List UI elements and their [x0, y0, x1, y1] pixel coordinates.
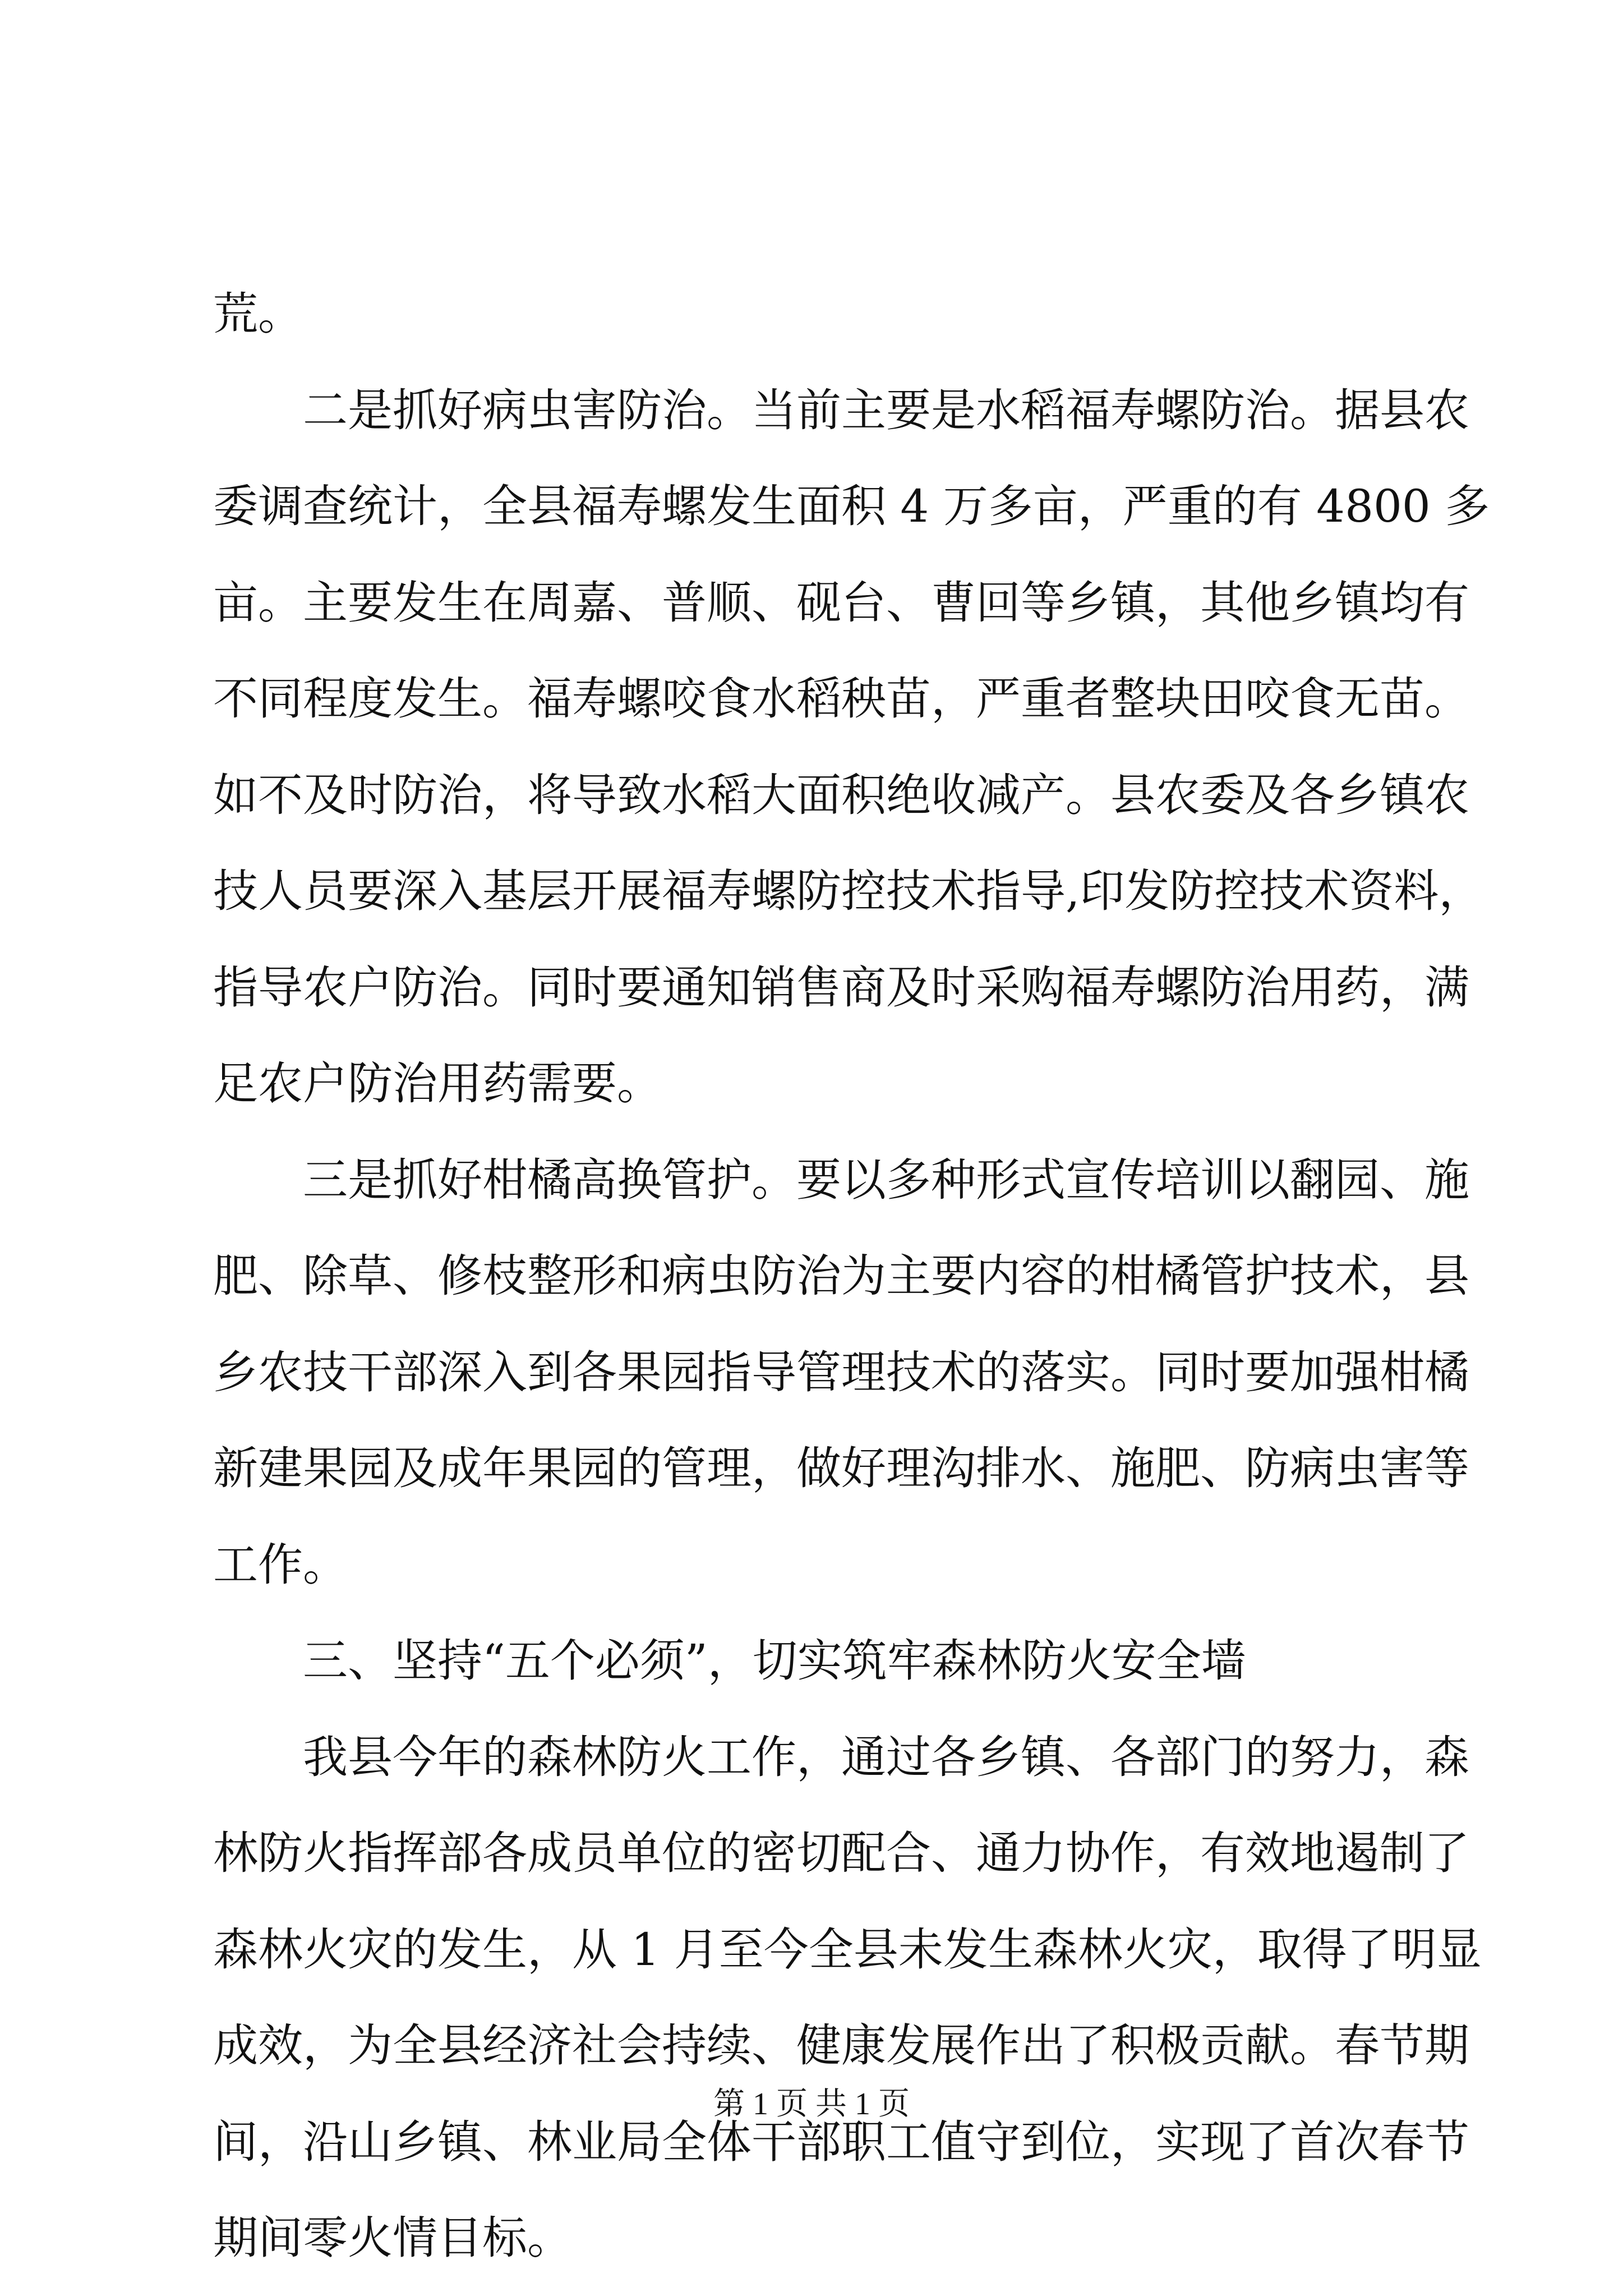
paragraph-line: 肥、除草、修枝整形和病虫防治为主要内容的柑橘管护技术，县	[213, 1250, 1469, 1302]
paragraph-line: 森林火灾的发生，从 1 月至今全县未发生森林火灾，取得了明显	[213, 1923, 1482, 1976]
paragraph-line: 如不及时防治，将导致水稻大面积绝收减产。县农委及各乡镇农	[213, 769, 1469, 821]
paragraph-line: 三是抓好柑橘高换管护。要以多种形式宣传培训以翻园、施	[303, 1153, 1469, 1206]
paragraph-line: 委调查统计，全县福寿螺发生面积 4 万多亩，严重的有 4800 多	[213, 480, 1490, 532]
paragraph-line: 成效，为全县经济社会持续、健康发展作出了积极贡献。春节期	[213, 2019, 1469, 2072]
paragraph-line: 荒。	[213, 288, 303, 340]
paragraph-line: 新建果园及成年果园的管理，做好理沟排水、施肥、防病虫害等	[213, 1442, 1469, 1494]
paragraph-line: 我县今年的森林防火工作，通过各乡镇、各部门的努力，森	[303, 1731, 1469, 1783]
paragraph-line: 不同程度发生。福寿螺咬食水稻秧苗，严重者整块田咬食无苗。	[213, 673, 1469, 725]
paragraph-line: 林防火指挥部各成员单位的密切配合、通力协作，有效地遏制了	[213, 1827, 1469, 1879]
paragraph-line: 足农户防治用药需要。	[213, 1057, 662, 1110]
paragraph-line: 二是抓好病虫害防治。当前主要是水稻福寿螺防治。据县农	[303, 384, 1469, 436]
paragraph-line: 乡农技干部深入到各果园指导管理技术的落实。同时要加强柑橘	[213, 1346, 1469, 1398]
paragraph-line: 工作。	[213, 1538, 348, 1591]
document-body	[213, 266, 1490, 2286]
paragraph-line: 亩。主要发生在周嘉、普顺、砚台、曹回等乡镇，其他乡镇均有	[213, 576, 1469, 629]
paragraph-line: 指导农户防治。同时要通知销售商及时采购福寿螺防治用药，满	[213, 961, 1469, 1014]
section-heading: 三、坚持“五个必须”，切实筑牢森林防火安全墙	[303, 1635, 1246, 1687]
paragraph-line: 间，沿山乡镇、林业局全体干部职工值守到位，实现了首次春节	[213, 2115, 1469, 2168]
paragraph-line: 技人员要深入基层开展福寿螺防控技术指导,印发防控技术资料，	[213, 865, 1484, 917]
paragraph-line: 期间零火情目标。	[213, 2212, 572, 2264]
page-number-footer: 第 1 页 共 1 页	[713, 2087, 910, 2122]
